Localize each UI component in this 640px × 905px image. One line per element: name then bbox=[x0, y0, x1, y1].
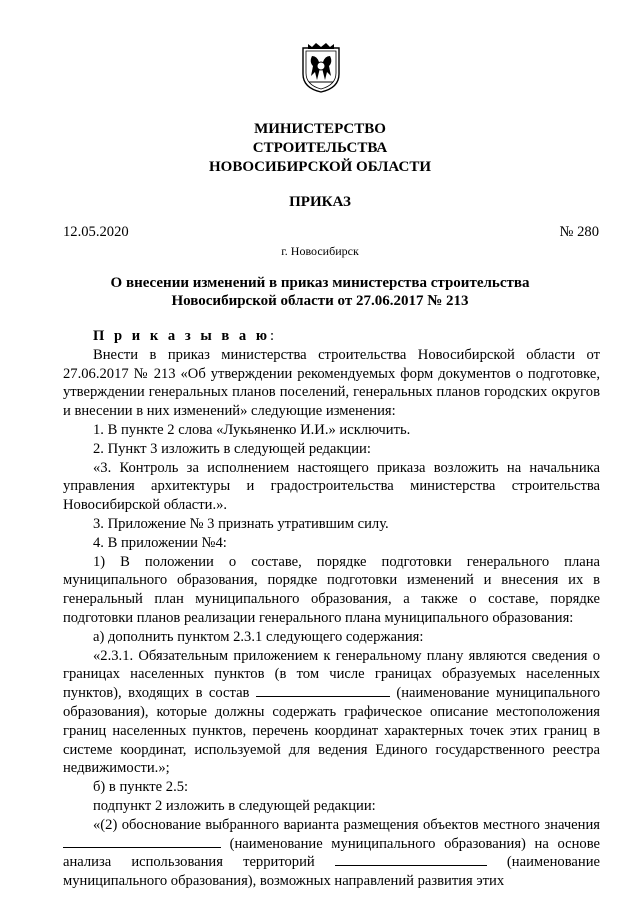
ministry-name-line2: СТРОИТЕЛЬСТВА bbox=[252, 140, 388, 156]
blank-line bbox=[63, 835, 221, 848]
ministry-name-line1: МИНИСТЕРСТВО bbox=[254, 121, 386, 137]
paragraph-subitem-2-end: (наименование муниципального образования), возможных направлений развития этих bbox=[63, 854, 600, 890]
paragraph-item-2-text: «3. Контроль за исполнением настоящего приказа возложить на начальника управления архитектуры и градостроительства министерства строительства Новосибирской области.». bbox=[63, 459, 600, 514]
paragraph-item-2: 2. Пункт 3 изложить в следующей редакции: bbox=[93, 440, 371, 457]
document-city: г. Новосибирск bbox=[281, 244, 359, 258]
order-word: П р и к а з ы в а ю bbox=[93, 328, 271, 344]
blank-line bbox=[335, 853, 487, 866]
order-colon: : bbox=[270, 328, 275, 344]
document-body bbox=[63, 327, 600, 891]
paragraph-item-4-1-a: а) дополнить пунктом 2.3.1 следующего содержания: bbox=[93, 628, 424, 645]
paragraph-item-3: 3. Приложение № 3 признать утратившим силу. bbox=[93, 515, 389, 532]
paragraph-item-4-1: 1) В положении о составе, порядке подготовки генерального плана муниципального образования, порядке подготовки изменений и внесения их в генеральный план муниципального образования, а также о составе, порядке подготовки планов реализации генерального плана муниципального образования: bbox=[63, 553, 600, 626]
document-number: № 280 bbox=[559, 224, 599, 240]
paragraph-subitem-2-start: «(2) обоснование выбранного варианта размещения объектов местного значения bbox=[93, 816, 600, 833]
document-title-line1: О внесении изменений в приказ министерства строительства bbox=[110, 275, 530, 291]
paragraph-2-3-1-start: «2.3.1. Обязательным приложением к генеральному плану являются сведения о границах населенных пунктов (в том числе границах образуемых населенных пунктов), входящих в состав bbox=[63, 647, 600, 702]
order-heading bbox=[63, 327, 600, 346]
blank-line bbox=[256, 684, 390, 697]
coat-of-arms-icon bbox=[299, 42, 343, 94]
paragraph-2-3-1-end: (наименование муниципального образования), которые должны содержать графическое описание местоположения границ населенных пунктов, перечень координат характерных точек этих границ в системе координат, используемой для ведения Единого государственного реестра недвижимости.»; bbox=[63, 685, 600, 777]
paragraph-2-3-1 bbox=[63, 647, 600, 779]
document-type: ПРИКАЗ bbox=[289, 194, 351, 210]
document-title-line2: Новосибирской области от 27.06.2017 № 213 bbox=[171, 293, 469, 309]
document-date: 12.05.2020 bbox=[63, 224, 129, 240]
paragraph-item-4: 4. В приложении №4: bbox=[93, 534, 227, 551]
paragraph-item-4-1-b: б) в пункте 2.5: bbox=[93, 779, 189, 796]
paragraph-intro: Внести в приказ министерства строительства Новосибирской области от 27.06.2017 № 213 «Об утверждении рекомендуемых форм документов о подготовке, утверждении генеральных планов поселений, генеральных планов городских округов и внесении в них изменений» следующие изменения: bbox=[63, 346, 600, 420]
paragraph-item-1: 1. В пункте 2 слова «Лукьяненко И.И.» исключить. bbox=[93, 421, 411, 438]
ministry-name-line3: НОВОСИБИРСКОЙ ОБЛАСТИ bbox=[208, 159, 432, 175]
paragraph-subitem-2: подпункт 2 изложить в следующей редакции: bbox=[93, 797, 376, 814]
paragraph-subitem-2-middle: (наименование муниципального образования) на основе анализа использования территорий bbox=[63, 835, 600, 871]
paragraph-subitem-2-text bbox=[63, 816, 600, 891]
